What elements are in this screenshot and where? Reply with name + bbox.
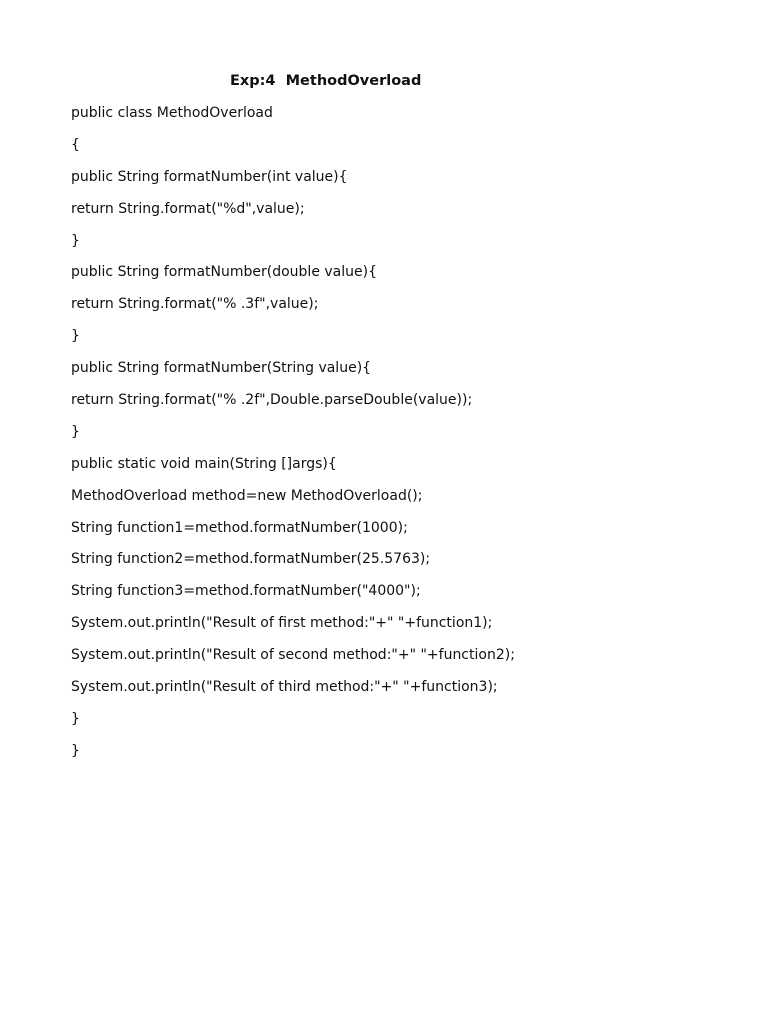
code-line: String function1=method.formatNumber(1000); — [71, 519, 408, 536]
code-line: return String.format("%d",value); — [71, 200, 305, 217]
code-line: } — [71, 423, 80, 440]
code-line: return String.format("% .2f",Double.parseDouble(value)); — [71, 392, 473, 409]
code-line: String function3=method.formatNumber("4000"); — [71, 583, 421, 600]
code-line: public class MethodOverload — [71, 105, 273, 121]
code-line: } — [71, 742, 80, 759]
code-line: System.out.println("Result of third method:"+" "+function3); — [71, 679, 498, 696]
code-line: MethodOverload method=new MethodOverload(); — [71, 487, 423, 504]
page-title: Exp:4 MethodOverload — [230, 73, 422, 89]
code-line: } — [71, 328, 80, 345]
code-listing — [71, 103, 515, 773]
code-line: public String formatNumber(double value){ — [71, 264, 377, 281]
code-line: System.out.println("Result of first method:"+" "+function1); — [71, 615, 493, 632]
code-line: } — [71, 710, 80, 727]
code-line: String function2=method.formatNumber(25.5763); — [71, 551, 431, 568]
code-line: { — [71, 136, 80, 153]
code-line: System.out.println("Result of second method:"+" "+function2); — [71, 647, 515, 664]
code-line: public static void main(String []args){ — [71, 455, 337, 472]
code-line: public String formatNumber(int value){ — [71, 168, 348, 185]
code-line: public String formatNumber(String value){ — [71, 360, 372, 377]
code-line: } — [71, 232, 80, 249]
code-line: return String.format("% .3f",value); — [71, 296, 319, 313]
